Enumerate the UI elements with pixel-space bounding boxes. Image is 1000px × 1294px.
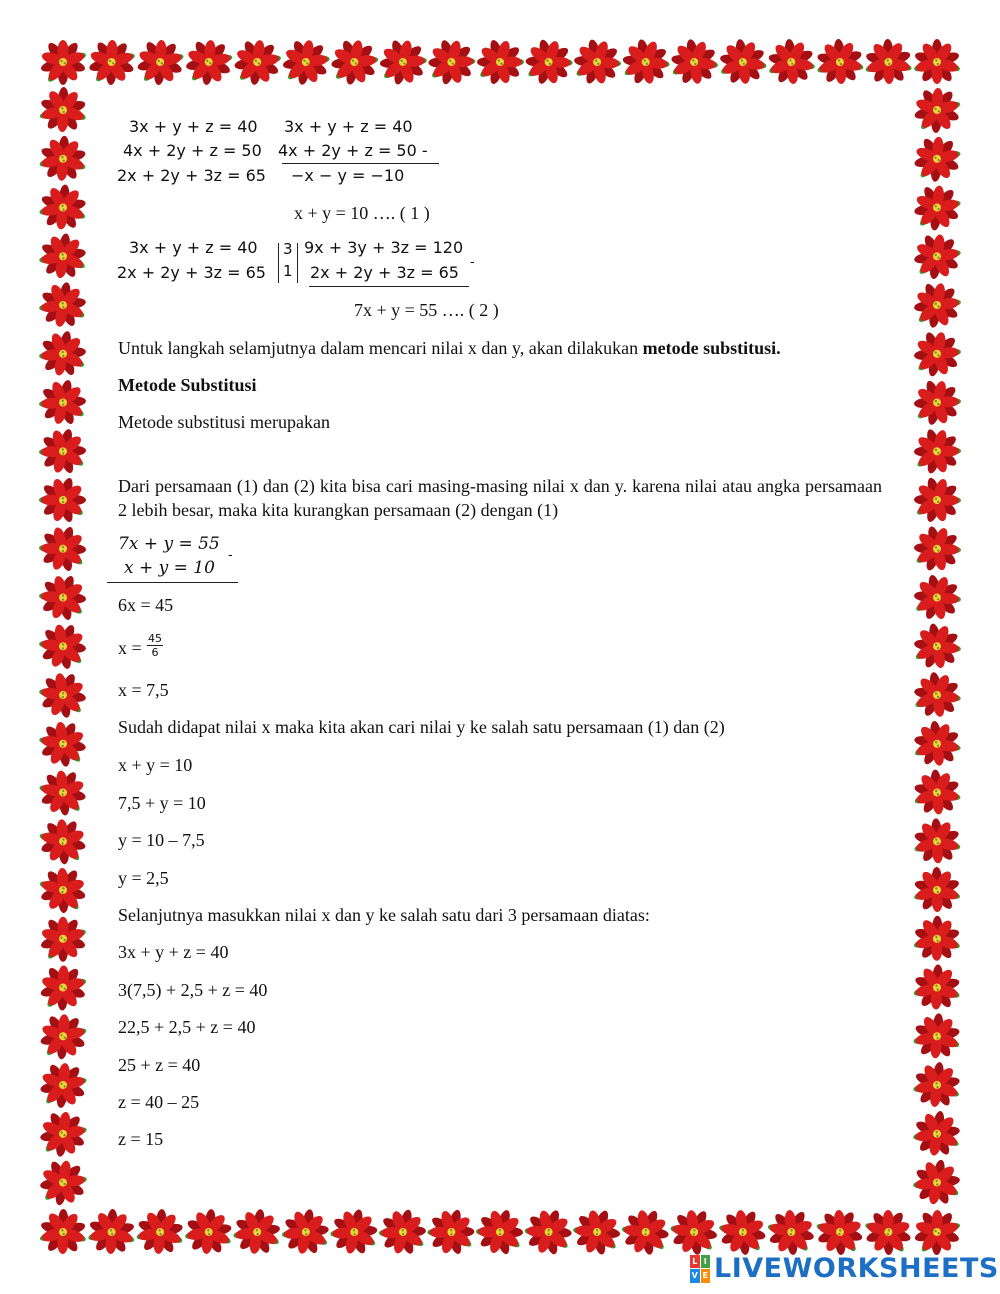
find-z-text: Selanjutnya masukkan nilai x dan y ke salah satu dari 3 persamaan diatas: — [118, 905, 650, 925]
poinsettia-flower — [30, 127, 95, 192]
multiplier-bar-left — [278, 243, 279, 283]
poinsettia-flower — [30, 78, 95, 143]
poinsettia-flower — [856, 31, 921, 95]
poinsettia-flower — [908, 423, 967, 480]
poinsettia-flower — [423, 34, 481, 90]
live-badge-letter-l: L — [690, 1255, 700, 1269]
poinsettia-flower — [517, 1200, 581, 1264]
fraction-denominator: 6 — [151, 646, 159, 659]
poinsettia-flower — [37, 1061, 89, 1111]
elim2-right-eq2: 2x + 2y + 3z = 65 — [310, 263, 459, 282]
step-x-frac-prefix: x = — [118, 638, 147, 658]
poinsettia-flower — [904, 1150, 969, 1215]
step-z-6: z = 15 — [118, 1129, 164, 1149]
poinsettia-flower — [30, 1200, 95, 1265]
poinsettia-flower — [33, 811, 93, 872]
poinsettia-flower — [904, 1004, 969, 1069]
step-z-4: 25 + z = 40 — [118, 1055, 201, 1075]
poinsettia-flower — [711, 32, 774, 94]
elim1-left-eq1: 3x + y + z = 40 — [129, 117, 258, 136]
poinsettia-flower — [909, 327, 965, 382]
poinsettia-flower — [907, 520, 967, 579]
intro-text: Untuk langkah selamjutnya dalam mencari nilai x dan y, akan dilakukan — [118, 338, 643, 358]
live-badge-icon — [690, 1255, 710, 1283]
poinsettia-flower — [911, 183, 964, 233]
poinsettia-flower — [910, 279, 965, 332]
explanation-paragraph: Dari persamaan (1) dan (2) kita bisa cari masing-masing nilai x dan y. karena nilai atau angka persamaan 2 lebih besar, maka kita kurangkan persamaan (2) dengan (1) — [118, 476, 882, 520]
poinsettia-flower — [33, 860, 92, 920]
poinsettia-flower — [32, 713, 93, 775]
step-6x: 6x = 45 — [118, 595, 174, 615]
subtract-line1: 7x + y = 55 — [118, 534, 220, 554]
multiplier-1: 1 — [283, 262, 293, 280]
poinsettia-flower — [31, 615, 94, 679]
poinsettia-flower — [31, 517, 95, 582]
step-x-value: x = 7,5 — [118, 680, 169, 700]
poinsettia-flower — [30, 370, 95, 435]
poinsettia-flower — [905, 713, 968, 775]
intro-bold: metode substitusi. — [642, 338, 781, 358]
poinsettia-flower — [37, 1109, 90, 1160]
poinsettia-flower — [519, 33, 579, 92]
poinsettia-flower — [30, 175, 95, 240]
step-z-2: 3(7,5) + 2,5 + z = 40 — [118, 980, 268, 1000]
poinsettia-flower — [912, 87, 962, 134]
elim2-left-eq1: 3x + y + z = 40 — [129, 238, 258, 257]
poinsettia-flower — [135, 38, 186, 86]
poinsettia-flower — [231, 37, 284, 88]
poinsettia-flower — [40, 40, 87, 85]
logo-wordmark: LIVEWORKSHEETS — [714, 1253, 999, 1284]
poinsettia-flower — [904, 1102, 969, 1167]
subtract-line2: x + y = 10 — [124, 558, 215, 578]
poinsettia-flower — [910, 231, 964, 283]
poinsettia-flower — [87, 39, 136, 86]
step-y-1: x + y = 10 — [118, 755, 193, 775]
poinsettia-flower — [273, 1200, 338, 1265]
multiplier-bar-right — [297, 243, 298, 283]
live-badge-letter-v: V — [690, 1269, 700, 1283]
poinsettia-flower — [32, 762, 92, 824]
poinsettia-flower — [471, 34, 530, 91]
poinsettia-flower — [907, 472, 967, 530]
equation-1: x + y = 10 …. ( 1 ) — [294, 203, 430, 223]
poinsettia-flower — [183, 38, 235, 88]
definition-text: Metode substitusi merupakan — [118, 412, 330, 432]
poinsettia-flower — [327, 36, 383, 90]
poinsettia-flower — [30, 419, 95, 484]
poinsettia-flower — [904, 907, 969, 972]
live-badge-letter-i: I — [701, 1255, 711, 1269]
elim1-left-eq2: 4x + 2y + z = 50 — [123, 141, 262, 160]
step-z-3: 22,5 + 2,5 + z = 40 — [118, 1017, 256, 1037]
poinsettia-flower — [908, 375, 966, 431]
poinsettia-flower — [39, 965, 88, 1012]
poinsettia-flower — [663, 32, 725, 93]
poinsettia-flower — [565, 1201, 628, 1265]
poinsettia-flower — [79, 1200, 144, 1265]
poinsettia-flower — [30, 322, 95, 387]
poinsettia-flower — [32, 664, 94, 727]
fraction-45-6 — [147, 632, 163, 659]
elim2-rule — [309, 286, 469, 287]
elim1-right-result: −x − y = −10 — [291, 166, 405, 185]
poinsettia-flower — [567, 33, 628, 93]
poinsettia-flower — [760, 31, 824, 94]
poinsettia-flower — [906, 616, 968, 677]
poinsettia-flower — [905, 762, 969, 825]
elim1-left-eq3: 2x + 2y + 3z = 65 — [117, 166, 266, 185]
poinsettia-flower — [127, 1200, 192, 1265]
poinsettia-flower — [615, 32, 677, 92]
poinsettia-flower — [370, 1200, 435, 1265]
poinsettia-flower — [375, 35, 432, 90]
poinsettia-flower — [913, 1210, 961, 1256]
elim1-right-eq2: 4x + 2y + z = 50 - — [278, 141, 428, 160]
poinsettia-flower — [614, 1201, 676, 1264]
poinsettia-flower — [322, 1200, 387, 1265]
poinsettia-flower — [912, 135, 963, 184]
poinsettia-flower — [176, 1200, 241, 1265]
equation-2: 7x + y = 55 …. ( 2 ) — [354, 300, 499, 320]
elim2-left-eq2: 2x + 2y + 3z = 65 — [117, 263, 266, 282]
poinsettia-flower — [279, 36, 334, 89]
poinsettia-flower — [36, 1157, 91, 1210]
poinsettia-flower — [904, 1053, 969, 1118]
section-heading: Metode Substitusi — [118, 375, 257, 395]
poinsettia-flower — [905, 810, 969, 874]
poinsettia-flower — [904, 956, 969, 1021]
poinsettia-flower — [30, 224, 95, 289]
poinsettia-flower — [906, 665, 969, 727]
poinsettia-flower — [905, 859, 970, 923]
intro-sentence — [118, 338, 781, 359]
poinsettia-flower — [31, 566, 94, 630]
poinsettia-flower — [224, 1200, 289, 1265]
step-y-2: 7,5 + y = 10 — [118, 793, 206, 813]
poinsettia-flower — [419, 1200, 484, 1265]
elim2-minus: - — [470, 255, 475, 270]
poinsettia-flower — [905, 30, 970, 94]
subtract-rule — [107, 582, 238, 583]
fraction-numerator: 45 — [148, 632, 162, 645]
subtract-minus: - — [228, 548, 233, 563]
find-y-text: Sudah didapat nilai x maka kita akan cari nilai y ke salah satu persamaan (1) dan (2) — [118, 717, 725, 737]
elim1-right-eq1: 3x + y + z = 40 — [284, 117, 413, 136]
poinsettia-flower — [40, 917, 87, 962]
step-z-1: 3x + y + z = 40 — [118, 942, 229, 962]
step-y-3: y = 10 – 7,5 — [118, 830, 205, 850]
elim2-right-eq1: 9x + 3y + 3z = 120 — [304, 238, 464, 257]
live-badge-letter-e: E — [701, 1269, 711, 1283]
poinsettia-flower — [468, 1200, 532, 1265]
poinsettia-flower — [30, 273, 95, 338]
poinsettia-flower — [808, 31, 872, 94]
step-z-5: z = 40 – 25 — [118, 1092, 200, 1112]
poinsettia-flower — [38, 1013, 89, 1061]
liveworksheets-logo[interactable] — [690, 1253, 999, 1284]
multiplier-3: 3 — [283, 240, 293, 258]
poinsettia-flower — [906, 568, 967, 628]
poinsettia-flower — [31, 468, 95, 533]
elim1-rule — [282, 163, 439, 164]
step-y-4: y = 2,5 — [118, 868, 169, 888]
